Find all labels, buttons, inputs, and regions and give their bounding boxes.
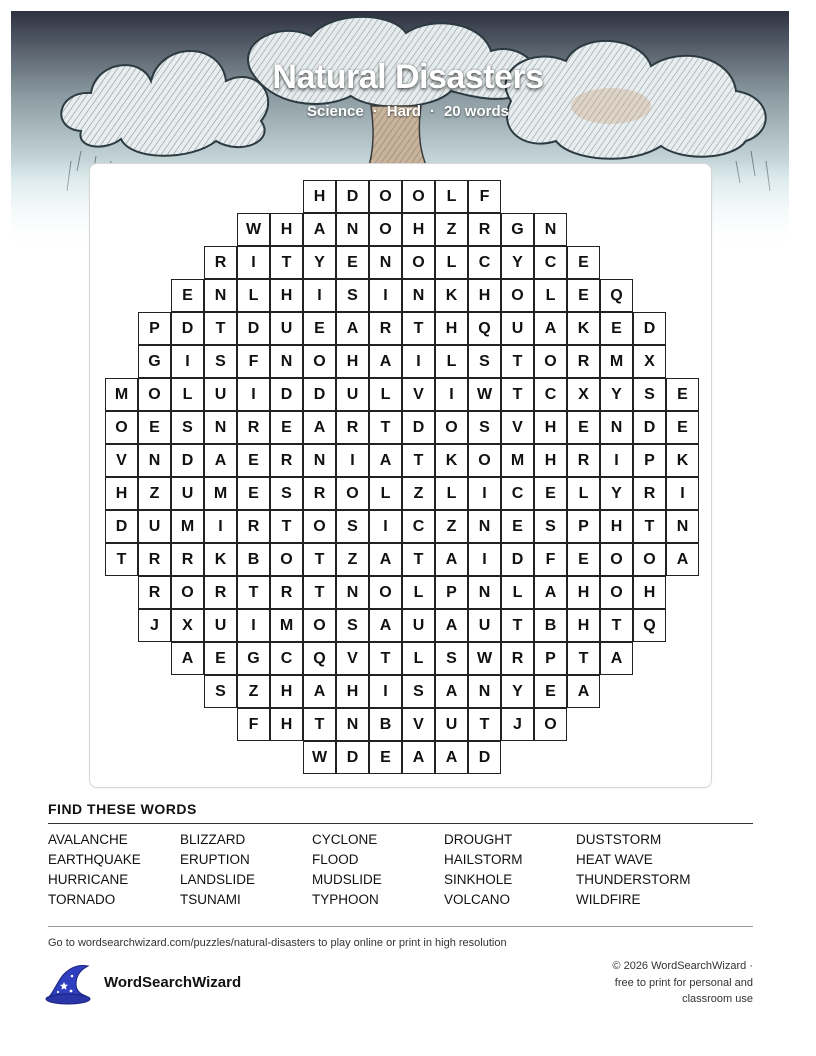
- word-list-item: ERUPTION: [180, 852, 250, 867]
- grid-cell[interactable]: H: [633, 576, 666, 609]
- grid-cell[interactable]: E: [567, 543, 600, 576]
- grid-cell[interactable]: H: [303, 180, 336, 213]
- grid-cell[interactable]: S: [435, 642, 468, 675]
- grid-cell[interactable]: E: [237, 477, 270, 510]
- grid-cell[interactable]: N: [204, 411, 237, 444]
- grid-cell[interactable]: U: [336, 378, 369, 411]
- grid-cell[interactable]: F: [237, 345, 270, 378]
- divider: [48, 926, 753, 927]
- grid-cell[interactable]: X: [171, 609, 204, 642]
- word-list-item: HURRICANE: [48, 872, 129, 887]
- grid-cell[interactable]: L: [435, 477, 468, 510]
- grid-cell[interactable]: M: [204, 477, 237, 510]
- grid-cell[interactable]: S: [171, 411, 204, 444]
- grid-cell[interactable]: Y: [303, 246, 336, 279]
- grid-cell[interactable]: I: [171, 345, 204, 378]
- word-list-item: TORNADO: [48, 892, 116, 907]
- grid-cell[interactable]: S: [270, 477, 303, 510]
- grid-cell[interactable]: R: [468, 213, 501, 246]
- grid-cell[interactable]: I: [336, 444, 369, 477]
- grid-cell[interactable]: R: [270, 444, 303, 477]
- grid-cell[interactable]: R: [237, 510, 270, 543]
- grid-cell[interactable]: N: [303, 444, 336, 477]
- separator-dot: ·: [429, 103, 435, 120]
- grid-cell[interactable]: U: [501, 312, 534, 345]
- grid-cell[interactable]: O: [633, 543, 666, 576]
- grid-cell[interactable]: V: [336, 642, 369, 675]
- grid-cell[interactable]: H: [435, 312, 468, 345]
- grid-cell[interactable]: Z: [138, 477, 171, 510]
- grid-cell[interactable]: R: [204, 246, 237, 279]
- grid-cell[interactable]: O: [138, 378, 171, 411]
- grid-cell[interactable]: A: [600, 642, 633, 675]
- grid-cell[interactable]: E: [138, 411, 171, 444]
- grid-cell[interactable]: D: [501, 543, 534, 576]
- grid-cell[interactable]: O: [534, 708, 567, 741]
- grid-cell[interactable]: W: [237, 213, 270, 246]
- grid-cell[interactable]: S: [204, 345, 237, 378]
- grid-cell[interactable]: O: [171, 576, 204, 609]
- grid-cell[interactable]: O: [402, 246, 435, 279]
- grid-cell[interactable]: E: [237, 444, 270, 477]
- grid-cell[interactable]: M: [171, 510, 204, 543]
- grid-cell[interactable]: U: [402, 609, 435, 642]
- grid-cell[interactable]: W: [303, 741, 336, 774]
- grid-cell[interactable]: Q: [468, 312, 501, 345]
- grid-cell[interactable]: S: [336, 609, 369, 642]
- word-list-item: WILDFIRE: [576, 892, 641, 907]
- grid-cell[interactable]: H: [402, 213, 435, 246]
- grid-cell[interactable]: H: [336, 675, 369, 708]
- grid-cell[interactable]: I: [303, 279, 336, 312]
- grid-cell[interactable]: Y: [501, 675, 534, 708]
- grid-cell[interactable]: T: [402, 444, 435, 477]
- grid-cell[interactable]: A: [666, 543, 699, 576]
- grid-cell[interactable]: O: [435, 411, 468, 444]
- grid-cell[interactable]: F: [237, 708, 270, 741]
- footer-url-text: Go to wordsearchwizard.com/puzzles/natural-disasters to play online or print in high resolution: [48, 937, 507, 949]
- grid-cell[interactable]: G: [138, 345, 171, 378]
- grid-cell[interactable]: S: [468, 411, 501, 444]
- word-count-label: 20 words: [443, 103, 509, 120]
- grid-cell[interactable]: A: [402, 741, 435, 774]
- grid-cell[interactable]: K: [435, 444, 468, 477]
- word-list-item: DUSTSTORM: [576, 832, 662, 847]
- word-list-item: FLOOD: [312, 852, 359, 867]
- grid-cell[interactable]: M: [270, 609, 303, 642]
- grid-cell[interactable]: U: [204, 609, 237, 642]
- grid-cell[interactable]: E: [666, 378, 699, 411]
- puzzle-card: [89, 163, 712, 788]
- grid-cell[interactable]: O: [303, 510, 336, 543]
- grid-cell[interactable]: T: [303, 708, 336, 741]
- grid-cell[interactable]: Z: [402, 477, 435, 510]
- grid-cell[interactable]: T: [567, 642, 600, 675]
- grid-cell[interactable]: J: [501, 708, 534, 741]
- grid-cell[interactable]: I: [369, 675, 402, 708]
- grid-cell[interactable]: Z: [435, 213, 468, 246]
- grid-cell[interactable]: W: [468, 378, 501, 411]
- grid-cell[interactable]: A: [534, 312, 567, 345]
- grid-cell[interactable]: U: [270, 312, 303, 345]
- grid-cell[interactable]: X: [633, 345, 666, 378]
- grid-cell[interactable]: T: [501, 345, 534, 378]
- grid-cell[interactable]: B: [369, 708, 402, 741]
- grid-cell[interactable]: T: [303, 543, 336, 576]
- copyright-line: classroom use: [682, 993, 753, 1005]
- grid-cell[interactable]: A: [435, 543, 468, 576]
- grid-cell[interactable]: L: [435, 180, 468, 213]
- grid-cell[interactable]: F: [468, 180, 501, 213]
- grid-cell[interactable]: T: [237, 576, 270, 609]
- grid-cell[interactable]: H: [105, 477, 138, 510]
- grid-cell[interactable]: O: [105, 411, 138, 444]
- grid-cell[interactable]: R: [138, 576, 171, 609]
- grid-cell[interactable]: U: [171, 477, 204, 510]
- grid-cell[interactable]: D: [402, 411, 435, 444]
- grid-cell[interactable]: O: [534, 345, 567, 378]
- grid-cell[interactable]: Q: [303, 642, 336, 675]
- grid-cell[interactable]: F: [534, 543, 567, 576]
- grid-cell[interactable]: L: [237, 279, 270, 312]
- grid-cell[interactable]: H: [468, 279, 501, 312]
- grid-cell[interactable]: S: [204, 675, 237, 708]
- grid-cell[interactable]: R: [270, 576, 303, 609]
- grid-cell[interactable]: N: [369, 246, 402, 279]
- grid-cell[interactable]: Q: [600, 279, 633, 312]
- word-list-item: MUDSLIDE: [312, 872, 382, 887]
- grid-cell[interactable]: L: [567, 477, 600, 510]
- grid-cell[interactable]: T: [204, 312, 237, 345]
- grid-cell[interactable]: S: [402, 675, 435, 708]
- grid-cell[interactable]: N: [468, 576, 501, 609]
- grid-cell[interactable]: U: [138, 510, 171, 543]
- subject-label: Science: [307, 103, 364, 120]
- grid-cell[interactable]: I: [402, 345, 435, 378]
- grid-cell[interactable]: H: [270, 279, 303, 312]
- grid-cell[interactable]: I: [237, 378, 270, 411]
- grid-cell[interactable]: S: [534, 510, 567, 543]
- grid-cell[interactable]: N: [270, 345, 303, 378]
- grid-cell[interactable]: S: [633, 378, 666, 411]
- grid-cell[interactable]: N: [402, 279, 435, 312]
- grid-cell[interactable]: E: [567, 411, 600, 444]
- grid-cell[interactable]: P: [138, 312, 171, 345]
- grid-cell[interactable]: H: [600, 510, 633, 543]
- grid-cell[interactable]: T: [270, 510, 303, 543]
- grid-cell[interactable]: O: [369, 213, 402, 246]
- puzzle-meta: [0, 103, 816, 120]
- grid-cell[interactable]: N: [336, 213, 369, 246]
- grid-cell[interactable]: A: [369, 345, 402, 378]
- grid-cell[interactable]: Z: [336, 543, 369, 576]
- grid-cell[interactable]: B: [237, 543, 270, 576]
- grid-cell[interactable]: V: [105, 444, 138, 477]
- word-list-item: EARTHQUAKE: [48, 852, 141, 867]
- copyright-notice: [563, 958, 753, 1008]
- grid-cell[interactable]: A: [204, 444, 237, 477]
- word-list-heading: FIND THESE WORDS: [48, 801, 197, 817]
- word-list-item: BLIZZARD: [180, 832, 246, 847]
- grid-cell[interactable]: B: [534, 609, 567, 642]
- word-list-item: DROUGHT: [444, 832, 513, 847]
- grid-cell[interactable]: E: [666, 411, 699, 444]
- grid-cell[interactable]: E: [534, 477, 567, 510]
- separator-dot: ·: [372, 103, 378, 120]
- grid-cell[interactable]: A: [336, 312, 369, 345]
- grid-cell[interactable]: Y: [501, 246, 534, 279]
- grid-cell[interactable]: E: [171, 279, 204, 312]
- word-list-item: VOLCANO: [444, 892, 511, 907]
- grid-cell[interactable]: D: [270, 378, 303, 411]
- grid-cell[interactable]: A: [567, 675, 600, 708]
- grid-cell[interactable]: J: [138, 609, 171, 642]
- grid-cell[interactable]: O: [468, 444, 501, 477]
- word-list-item: CYCLONE: [312, 832, 378, 847]
- grid-cell[interactable]: I: [237, 609, 270, 642]
- grid-cell[interactable]: H: [270, 213, 303, 246]
- grid-cell[interactable]: N: [336, 708, 369, 741]
- word-list-item: THUNDERSTORM: [576, 872, 691, 887]
- grid-cell[interactable]: R: [237, 411, 270, 444]
- grid-cell[interactable]: I: [204, 510, 237, 543]
- grid-cell[interactable]: R: [501, 642, 534, 675]
- grid-cell[interactable]: N: [468, 510, 501, 543]
- grid-cell[interactable]: I: [468, 477, 501, 510]
- grid-cell[interactable]: T: [633, 510, 666, 543]
- grid-cell[interactable]: R: [633, 477, 666, 510]
- grid-cell[interactable]: T: [402, 543, 435, 576]
- grid-cell[interactable]: R: [567, 444, 600, 477]
- grid-cell[interactable]: M: [501, 444, 534, 477]
- grid-cell[interactable]: O: [402, 180, 435, 213]
- grid-cell[interactable]: T: [303, 576, 336, 609]
- word-list-item: TYPHOON: [312, 892, 379, 907]
- grid-cell[interactable]: E: [600, 312, 633, 345]
- grid-cell[interactable]: H: [270, 708, 303, 741]
- grid-cell[interactable]: T: [600, 609, 633, 642]
- grid-cell[interactable]: A: [171, 642, 204, 675]
- grid-cell[interactable]: Z: [237, 675, 270, 708]
- grid-cell[interactable]: K: [666, 444, 699, 477]
- grid-cell[interactable]: N: [534, 213, 567, 246]
- grid-cell[interactable]: N: [138, 444, 171, 477]
- grid-cell[interactable]: D: [336, 741, 369, 774]
- grid-cell[interactable]: D: [171, 444, 204, 477]
- grid-cell[interactable]: L: [435, 246, 468, 279]
- grid-cell[interactable]: E: [567, 246, 600, 279]
- grid-cell[interactable]: O: [369, 576, 402, 609]
- grid-cell[interactable]: E: [303, 312, 336, 345]
- grid-cell[interactable]: L: [402, 576, 435, 609]
- grid-cell[interactable]: I: [468, 543, 501, 576]
- grid-cell[interactable]: D: [171, 312, 204, 345]
- divider: [48, 823, 753, 824]
- word-list-item: HEAT WAVE: [576, 852, 653, 867]
- grid-cell[interactable]: T: [501, 378, 534, 411]
- grid-cell[interactable]: E: [336, 246, 369, 279]
- grid-cell[interactable]: L: [369, 378, 402, 411]
- grid-cell[interactable]: O: [501, 279, 534, 312]
- word-list-item: LANDSLIDE: [180, 872, 256, 887]
- grid-cell[interactable]: H: [567, 576, 600, 609]
- grid-cell[interactable]: A: [534, 576, 567, 609]
- brand-name: WordSearchWizard: [104, 974, 242, 991]
- grid-cell[interactable]: P: [435, 576, 468, 609]
- grid-cell[interactable]: Q: [633, 609, 666, 642]
- grid-cell[interactable]: R: [567, 345, 600, 378]
- grid-cell[interactable]: M: [600, 345, 633, 378]
- grid-cell[interactable]: L: [369, 477, 402, 510]
- grid-cell[interactable]: A: [303, 411, 336, 444]
- copyright-line: free to print for personal and: [614, 976, 753, 989]
- grid-cell[interactable]: U: [435, 708, 468, 741]
- grid-cell[interactable]: R: [303, 477, 336, 510]
- grid-cell[interactable]: R: [171, 543, 204, 576]
- grid-cell[interactable]: D: [468, 741, 501, 774]
- grid-cell[interactable]: E: [501, 510, 534, 543]
- grid-cell[interactable]: U: [468, 609, 501, 642]
- grid-cell[interactable]: N: [336, 576, 369, 609]
- grid-cell[interactable]: I: [237, 246, 270, 279]
- difficulty-label: Hard: [386, 103, 421, 120]
- grid-cell[interactable]: O: [303, 345, 336, 378]
- grid-cell[interactable]: C: [468, 246, 501, 279]
- grid-cell[interactable]: Y: [600, 378, 633, 411]
- grid-cell[interactable]: I: [369, 279, 402, 312]
- grid-cell[interactable]: R: [369, 312, 402, 345]
- grid-cell[interactable]: E: [567, 279, 600, 312]
- grid-cell[interactable]: D: [237, 312, 270, 345]
- grid-cell[interactable]: W: [468, 642, 501, 675]
- grid-cell[interactable]: G: [501, 213, 534, 246]
- grid-cell[interactable]: N: [600, 411, 633, 444]
- grid-cell[interactable]: O: [369, 180, 402, 213]
- grid-cell[interactable]: L: [171, 378, 204, 411]
- grid-cell[interactable]: A: [435, 609, 468, 642]
- grid-cell[interactable]: O: [270, 543, 303, 576]
- grid-cell[interactable]: E: [270, 411, 303, 444]
- grid-cell[interactable]: A: [369, 543, 402, 576]
- copyright-line: © 2026 WordSearchWizard ·: [612, 960, 753, 972]
- grid-cell[interactable]: A: [303, 675, 336, 708]
- grid-cell[interactable]: V: [501, 411, 534, 444]
- grid-cell[interactable]: T: [369, 411, 402, 444]
- grid-cell[interactable]: D: [105, 510, 138, 543]
- grid-cell[interactable]: A: [303, 213, 336, 246]
- grid-cell[interactable]: M: [105, 378, 138, 411]
- grid-cell[interactable]: U: [204, 378, 237, 411]
- grid-cell[interactable]: K: [204, 543, 237, 576]
- word-list-item: SINKHOLE: [444, 872, 513, 887]
- grid-cell[interactable]: C: [402, 510, 435, 543]
- grid-cell[interactable]: R: [138, 543, 171, 576]
- grid-cell[interactable]: D: [633, 312, 666, 345]
- grid-cell[interactable]: R: [204, 576, 237, 609]
- grid-cell[interactable]: I: [600, 444, 633, 477]
- grid-cell[interactable]: T: [270, 246, 303, 279]
- grid-cell[interactable]: T: [402, 312, 435, 345]
- grid-cell[interactable]: R: [336, 411, 369, 444]
- grid-cell[interactable]: T: [105, 543, 138, 576]
- grid-cell[interactable]: I: [435, 378, 468, 411]
- grid-cell[interactable]: O: [303, 609, 336, 642]
- grid-cell[interactable]: N: [468, 675, 501, 708]
- grid-cell[interactable]: H: [336, 345, 369, 378]
- grid-cell[interactable]: X: [567, 378, 600, 411]
- grid-cell[interactable]: V: [402, 708, 435, 741]
- grid-cell[interactable]: K: [567, 312, 600, 345]
- grid-cell[interactable]: L: [402, 642, 435, 675]
- grid-cell[interactable]: D: [633, 411, 666, 444]
- grid-cell[interactable]: H: [534, 411, 567, 444]
- grid-cell[interactable]: K: [435, 279, 468, 312]
- grid-cell[interactable]: P: [534, 642, 567, 675]
- grid-cell[interactable]: P: [633, 444, 666, 477]
- grid-cell[interactable]: H: [534, 444, 567, 477]
- grid-cell[interactable]: I: [666, 477, 699, 510]
- grid-cell[interactable]: N: [666, 510, 699, 543]
- grid-cell[interactable]: N: [204, 279, 237, 312]
- grid-cell[interactable]: C: [534, 246, 567, 279]
- grid-cell[interactable]: G: [237, 642, 270, 675]
- grid-cell[interactable]: L: [534, 279, 567, 312]
- grid-cell[interactable]: E: [204, 642, 237, 675]
- grid-cell[interactable]: E: [534, 675, 567, 708]
- grid-cell[interactable]: C: [534, 378, 567, 411]
- grid-cell[interactable]: A: [369, 444, 402, 477]
- grid-cell[interactable]: L: [435, 345, 468, 378]
- grid-cell[interactable]: Z: [435, 510, 468, 543]
- grid-cell[interactable]: P: [567, 510, 600, 543]
- grid-cell[interactable]: D: [303, 378, 336, 411]
- grid-cell[interactable]: O: [600, 576, 633, 609]
- grid-cell[interactable]: S: [336, 279, 369, 312]
- grid-cell[interactable]: H: [270, 675, 303, 708]
- grid-cell[interactable]: S: [468, 345, 501, 378]
- grid-cell[interactable]: T: [468, 708, 501, 741]
- word-list-item: TSUNAMI: [180, 892, 241, 907]
- grid-cell[interactable]: E: [369, 741, 402, 774]
- grid-cell[interactable]: O: [336, 477, 369, 510]
- wizard-hat-icon: [44, 962, 94, 1006]
- grid-cell[interactable]: T: [501, 609, 534, 642]
- grid-cell[interactable]: A: [435, 675, 468, 708]
- word-list-item: AVALANCHE: [48, 832, 128, 847]
- grid-cell[interactable]: V: [402, 378, 435, 411]
- grid-cell[interactable]: D: [336, 180, 369, 213]
- grid-cell[interactable]: A: [435, 741, 468, 774]
- word-list-item: HAILSTORM: [444, 852, 523, 867]
- grid-cell[interactable]: O: [600, 543, 633, 576]
- grid-cell[interactable]: L: [501, 576, 534, 609]
- puzzle-title: Natural Disasters: [272, 58, 544, 96]
- grid-cell[interactable]: C: [270, 642, 303, 675]
- grid-cell[interactable]: C: [501, 477, 534, 510]
- grid-cell[interactable]: T: [369, 642, 402, 675]
- grid-cell[interactable]: H: [567, 609, 600, 642]
- grid-cell[interactable]: S: [336, 510, 369, 543]
- grid-cell[interactable]: Y: [600, 477, 633, 510]
- grid-cell[interactable]: I: [369, 510, 402, 543]
- grid-cell[interactable]: A: [369, 609, 402, 642]
